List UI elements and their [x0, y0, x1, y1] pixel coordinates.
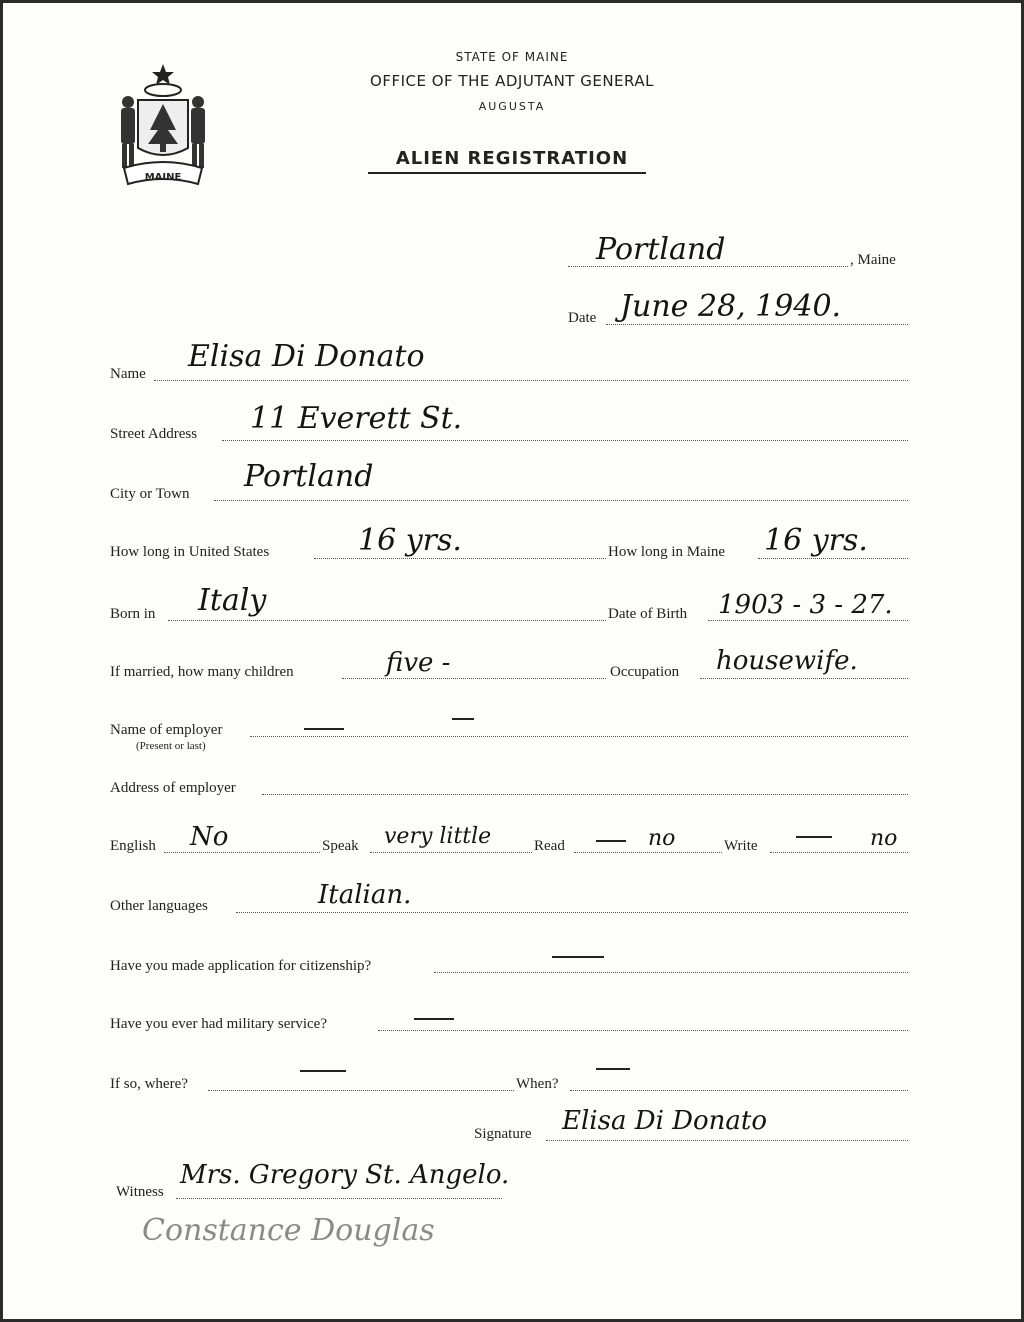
maine-time-value: 16 yrs.	[764, 523, 868, 558]
speak-dotted-line	[370, 852, 532, 853]
english-label: English	[110, 838, 156, 854]
street-dotted-line	[222, 440, 908, 441]
dob-label: Date of Birth	[608, 606, 688, 622]
witness-value: Mrs. Gregory St. Angelo.	[180, 1160, 510, 1190]
occupation-value: housewife.	[716, 646, 858, 676]
occupation-label: Occupation	[610, 664, 680, 680]
city-value: Portland	[244, 459, 374, 494]
employer-dash-2	[452, 718, 474, 720]
write-label: Write	[724, 838, 758, 854]
header-city: AUGUSTA	[478, 100, 546, 113]
read-dash	[596, 840, 626, 842]
citizenship-dash	[552, 956, 604, 958]
city-label: City or Town	[110, 486, 190, 502]
employer-dash	[304, 728, 344, 730]
other-languages-dotted-line	[236, 912, 908, 913]
witness-dotted-line	[176, 1198, 502, 1199]
street-value: 11 Everett St.	[250, 401, 463, 436]
employer-label: Name of employer	[110, 722, 223, 738]
signature-dotted-line	[546, 1140, 908, 1141]
children-dotted-line	[342, 678, 606, 679]
city-dotted-line	[214, 500, 908, 501]
when-dotted-line	[570, 1090, 908, 1091]
write-value: no	[870, 826, 898, 851]
read-dotted-line	[574, 852, 722, 853]
children-value: five -	[386, 648, 451, 678]
date-label: Date	[568, 310, 597, 326]
seal-text: MAINE	[144, 172, 182, 183]
signature-value: Elisa Di Donato	[562, 1106, 767, 1136]
date-value: June 28, 1940.	[620, 289, 842, 324]
us-time-value: 16 yrs.	[358, 523, 462, 558]
when-dash	[596, 1068, 630, 1070]
date-dotted-line	[606, 324, 908, 325]
english-dotted-line	[164, 852, 320, 853]
signature-label: Signature	[474, 1126, 532, 1142]
other-languages-value: Italian.	[318, 880, 412, 910]
where-dotted-line	[208, 1090, 514, 1091]
witness-label: Witness	[116, 1184, 164, 1200]
where-label: If so, where?	[110, 1076, 188, 1092]
title-underline	[368, 172, 646, 174]
place-suffix-label: , Maine	[850, 252, 896, 268]
name-label: Name	[110, 366, 146, 382]
maine-time-dotted-line	[758, 558, 908, 559]
children-label: If married, how many children	[110, 664, 294, 680]
english-value: No	[190, 822, 229, 852]
other-languages-label: Other languages	[110, 898, 208, 914]
when-label: When?	[516, 1076, 559, 1092]
employer-note: (Present or last)	[136, 740, 206, 752]
name-dotted-line	[154, 380, 908, 381]
employer-address-dotted-line	[262, 794, 908, 795]
read-label: Read	[534, 838, 565, 854]
employer-address-label: Address of employer	[110, 780, 236, 796]
read-value: no	[648, 826, 676, 851]
second-witness-value: Constance Douglas	[142, 1213, 435, 1248]
military-label: Have you ever had military service?	[110, 1016, 327, 1032]
street-label: Street Address	[110, 426, 198, 442]
dob-value: 1903 - 3 - 27.	[718, 590, 893, 620]
born-dotted-line	[168, 620, 606, 621]
us-time-dotted-line	[314, 558, 606, 559]
header-state: STATE OF MAINE	[455, 50, 569, 64]
born-label: Born in	[110, 606, 156, 622]
military-dash	[414, 1018, 454, 1020]
speak-value: very little	[384, 824, 492, 849]
citizenship-dotted-line	[434, 972, 908, 973]
military-dotted-line	[378, 1030, 908, 1031]
us-time-label: How long in United States	[110, 544, 270, 560]
place-value: Portland	[596, 232, 726, 267]
occupation-dotted-line	[700, 678, 908, 679]
write-dash	[796, 836, 832, 838]
dob-dotted-line	[708, 620, 908, 621]
employer-dotted-line	[250, 736, 908, 737]
name-value: Elisa Di Donato	[188, 339, 425, 374]
citizenship-label: Have you made application for citizenship?	[110, 958, 372, 974]
maine-time-label: How long in Maine	[608, 544, 726, 560]
form-title: ALIEN REGISTRATION	[395, 148, 629, 169]
speak-label: Speak	[322, 838, 359, 854]
where-dash	[300, 1070, 346, 1072]
header-office: OFFICE OF THE ADJUTANT GENERAL	[370, 72, 654, 90]
born-value: Italy	[198, 583, 267, 618]
write-dotted-line	[770, 852, 908, 853]
